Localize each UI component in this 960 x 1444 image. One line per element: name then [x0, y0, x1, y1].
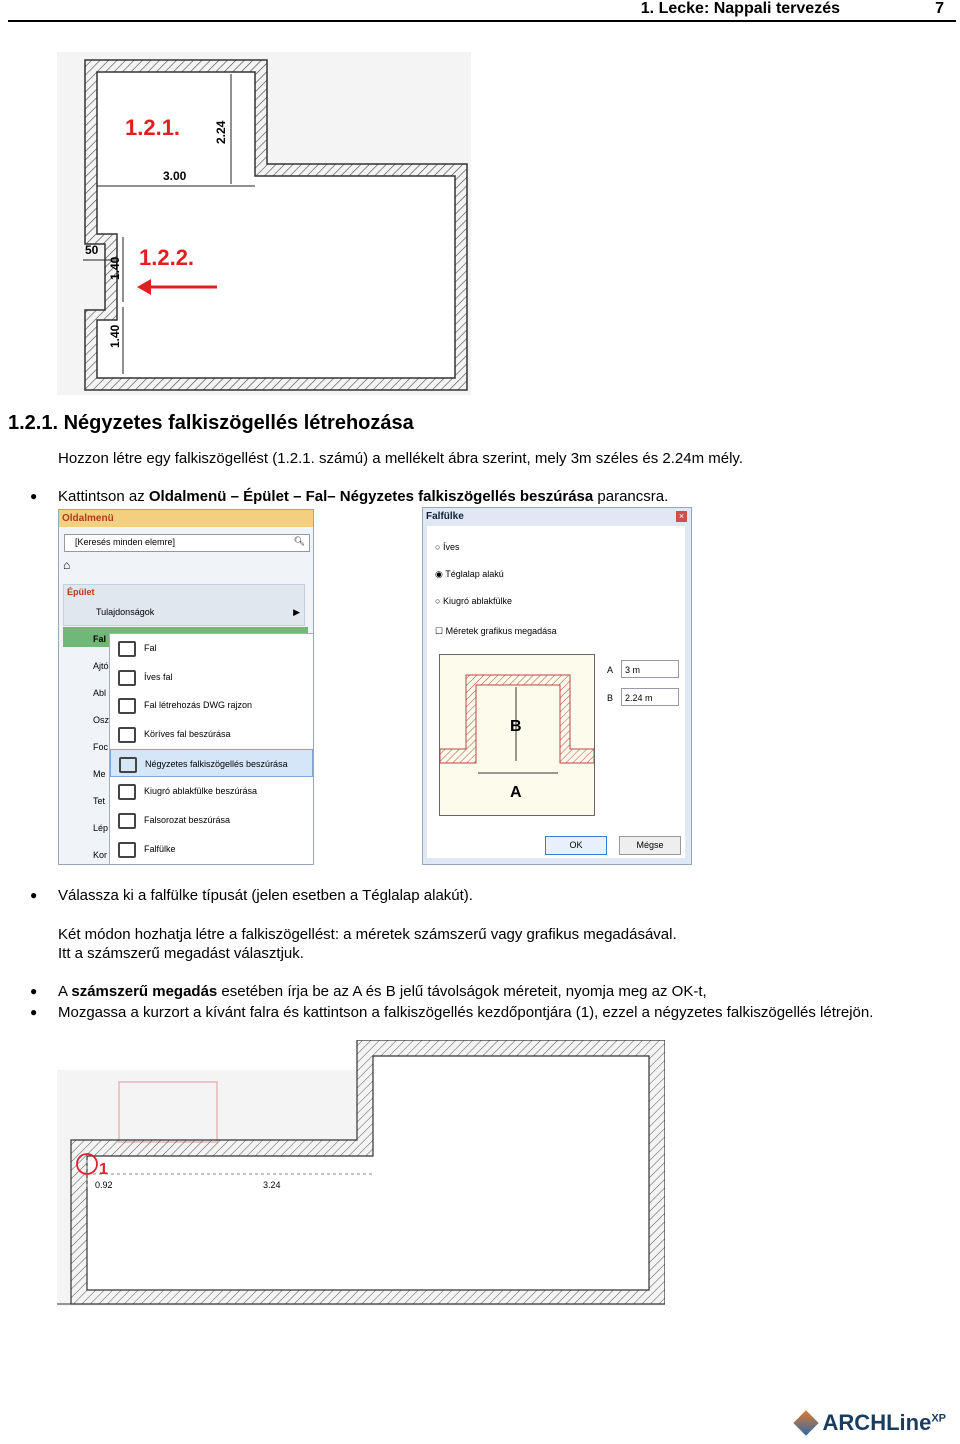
group-header: Épület Tulajdonságok ▶: [63, 584, 305, 626]
dim-324: 3.24: [263, 1180, 281, 1190]
bullet-dot: ●: [30, 489, 38, 503]
figure-label-a: A: [510, 784, 522, 801]
bullet-2-text: Válassza ki a falfülke típusát (jelen esetben a Téglalap alakút).: [58, 887, 473, 904]
label-a: A: [607, 665, 614, 675]
checkbox-graphic[interactable]: ☐ Méretek grafikus megadása: [435, 626, 557, 636]
logo-diamond-icon: [793, 1410, 818, 1435]
dialog-title: Falfülke: [426, 511, 464, 522]
niche-preview: [439, 654, 595, 816]
dim-140a: 1.40: [108, 256, 122, 280]
left-column-item[interactable]: Me: [93, 769, 106, 779]
submenu-item[interactable]: Falsorozat beszúrása: [110, 806, 313, 835]
header-divider: [8, 20, 956, 22]
page-number: 7: [935, 0, 944, 17]
intro-text: Hozzon létre egy falkiszögellést (1.2.1. számú) a mellékelt ábra szerint, mely 3m széles és 2.24m mély.: [58, 450, 743, 467]
ok-button[interactable]: OK: [545, 836, 607, 855]
wall-tool-icon: [118, 641, 136, 657]
radio-ives[interactable]: ○ Íves: [435, 542, 460, 552]
left-column-item[interactable]: Tet: [93, 796, 106, 806]
left-column: [63, 631, 115, 865]
sidemenu-title: Oldalmenü: [59, 510, 313, 527]
wall-tool-icon: [118, 727, 136, 743]
radio-teglalap[interactable]: ◉ Téglalap alakú: [435, 569, 504, 579]
para-1: Két módon hozhatja létre a falkiszögellést: a méretek számszerű vagy grafikus megadásával.: [58, 926, 677, 943]
close-icon[interactable]: ×: [676, 511, 687, 522]
label-b: B: [607, 693, 614, 703]
wall-tool-icon: [118, 813, 136, 829]
input-a[interactable]: 3 m: [621, 660, 679, 678]
properties-item[interactable]: Tulajdonságok: [96, 607, 155, 617]
submenu-item[interactable]: Fal létrehozás DWG rajzon: [110, 691, 313, 720]
dim-50: 50: [85, 243, 99, 257]
submenu-item[interactable]: Fal: [110, 634, 313, 663]
search-icon[interactable]: 🔍︎: [293, 536, 305, 546]
left-column-item[interactable]: Abl: [93, 688, 107, 698]
wall-tool-icon: [119, 757, 137, 773]
sidemenu-panel: [58, 509, 314, 865]
left-column-item[interactable]: Kor: [93, 850, 108, 860]
bullet-dot: ●: [30, 1005, 38, 1019]
radio-kiugro[interactable]: ○ Kiugró ablakfülke: [435, 596, 512, 606]
figure-label-b: B: [510, 718, 522, 735]
home-icon[interactable]: ⌂: [63, 558, 71, 572]
wall-tool-icon: [118, 842, 136, 858]
wall-tool-icon: [118, 784, 136, 800]
bullet-4-text: Mozgassa a kurzort a kívánt falra és kattintson a falkiszögellés kezdőpontjára (1), ezzel a négyzetes falkiszögellés létrejön.: [58, 1004, 874, 1021]
left-column-item[interactable]: Fal: [93, 634, 107, 644]
floor-plan-figure-1: [57, 52, 471, 395]
step-1-text: Kattintson az Oldalmenü – Épület – Fal– Négyzetes falkiszögellés beszúrása parancsra.: [58, 488, 669, 505]
dim-140b: 1.40: [108, 324, 122, 348]
submenu: [109, 633, 314, 865]
wall-tool-icon: [118, 698, 136, 714]
left-column-item[interactable]: Ajtó: [93, 661, 109, 671]
section-title: 1.2.1. Négyzetes falkiszögellés létrehozása: [8, 412, 414, 434]
submenu-item[interactable]: Íves fal: [110, 663, 313, 692]
bullet-dot: ●: [30, 984, 38, 998]
left-column-item[interactable]: Lép: [93, 823, 109, 833]
bullet-dot: ●: [30, 888, 38, 902]
left-column-item[interactable]: Osz: [93, 715, 110, 725]
plan-label-122: 1.2.2.: [139, 245, 195, 270]
input-b[interactable]: 2.24 m: [621, 688, 679, 706]
bullet-3-text: A számszerű megadás esetében írja be az A és B jelű távolságok méreteit, nyomja meg az OK-t,: [58, 983, 707, 1000]
wall-tool-icon: [118, 670, 136, 686]
dim-092: 0.92: [95, 1180, 113, 1190]
start-point-marker: 1: [99, 1161, 108, 1178]
plan-label-121: 1.2.1.: [125, 115, 181, 140]
left-column-item[interactable]: Foc: [93, 742, 109, 752]
header-title: 1. Lecke: Nappali tervezés: [640, 0, 840, 17]
search-input[interactable]: [Keresés minden elemre] 🔍︎: [64, 534, 310, 552]
submenu-item[interactable]: Négyzetes falkiszögellés beszúrása: [110, 749, 313, 778]
dim-300: 3.00: [163, 169, 187, 183]
submenu-item[interactable]: Falfülke: [110, 835, 313, 864]
archline-logo: ARCHLine$^{XP}$: [797, 1410, 946, 1436]
floor-plan-figure-2: [57, 1040, 665, 1306]
cancel-button[interactable]: Mégse: [619, 836, 681, 855]
dim-224: 2.24: [214, 120, 228, 144]
submenu-item[interactable]: Kiugró ablakfülke beszúrása: [110, 777, 313, 806]
falfulke-dialog: [422, 507, 692, 865]
chevron-right-icon: ▶: [293, 607, 300, 617]
submenu-item[interactable]: Köríves fal beszúrása: [110, 720, 313, 749]
para-2: Itt a számszerű megadást választjuk.: [58, 945, 304, 962]
